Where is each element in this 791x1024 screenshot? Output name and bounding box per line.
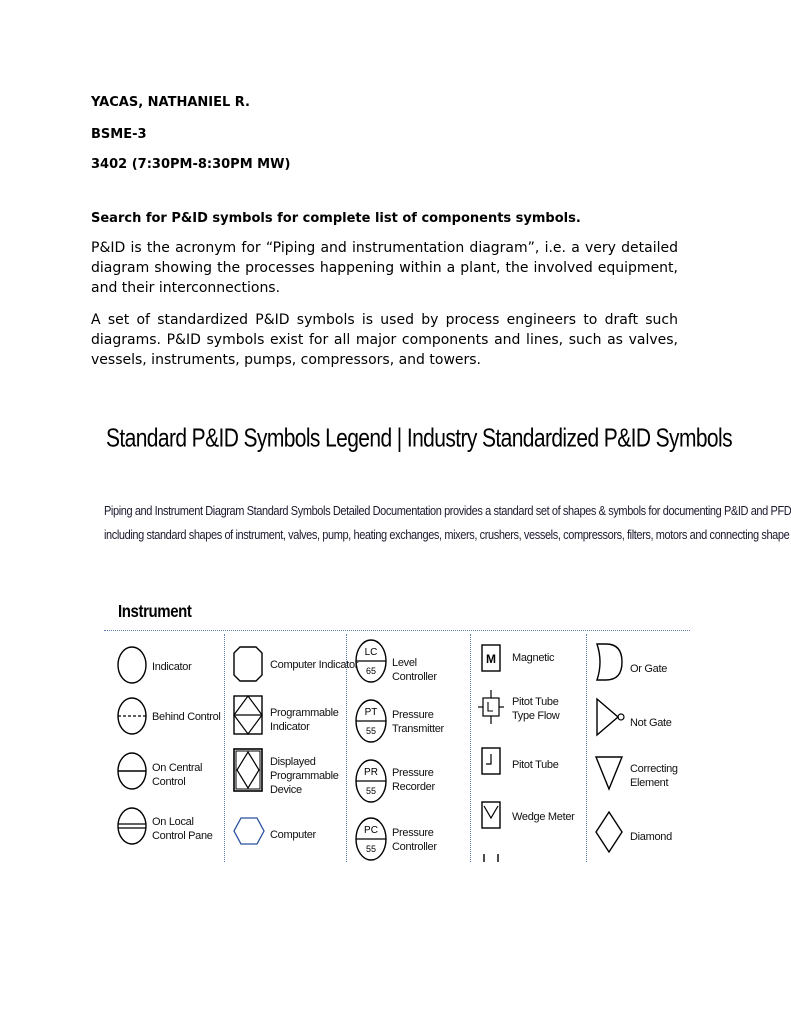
partial-symbol: [480, 852, 502, 862]
class-schedule: 3402 (7:30PM-8:30PM MW): [91, 157, 291, 172]
label-computer: Computer: [270, 829, 316, 841]
legend-description-line-2: including standard shapes of instrument, valves, pump, heating exchanges, mixers, crushers, vessels, compressors, filters, motors and connecting shape: [104, 528, 790, 543]
label-pressure-transmitter: Pressure Transmitter: [392, 709, 444, 735]
label-on-local-control-panel: On Local Control Pane: [152, 816, 213, 842]
paragraph-2: A set of standardized P&ID symbols is used by process engineers to draft such diagrams. P&ID symbols exist for all major components and lines, such as valves, vessels, instruments, pumps, compressors, and towers.: [91, 312, 678, 368]
label-magnetic: Magnetic: [512, 652, 555, 664]
column-divider: [224, 634, 225, 862]
behind-control-symbol: [116, 696, 148, 736]
label-pitot-tube: Pitot Tube: [512, 759, 559, 771]
level-controller-symbol: [354, 638, 388, 684]
column-divider: [586, 634, 587, 862]
pressure-recorder-symbol: [354, 758, 388, 804]
tag-bottom: 55: [365, 844, 377, 854]
section-divider: [104, 630, 690, 631]
lead-sentence: Search for P&ID symbols for complete list of components symbols.: [91, 211, 581, 226]
label-diamond: Diamond: [630, 831, 672, 843]
label-not-gate: Not Gate: [630, 717, 672, 729]
legend-description-line-1: Piping and Instrument Diagram Standard Symbols Detailed Documentation provides a standard set of shapes & symbols for documenting P&ID and PFD: [104, 504, 791, 519]
displayed-programmable-device-symbol: [232, 747, 264, 793]
on-local-control-panel-symbol: [116, 806, 148, 846]
label-pressure-controller: Pressure Controller: [392, 827, 437, 853]
legend-title: Standard P&ID Symbols Legend | Industry Standardized P&ID Symbols: [106, 424, 732, 453]
pressure-controller-symbol: [354, 816, 388, 862]
diamond-symbol: [594, 810, 624, 854]
tag-bottom: 55: [365, 786, 377, 796]
pid-legend-image: [100, 412, 791, 862]
label-behind-control: Behind Control: [152, 711, 221, 723]
label-computer-indicator: Computer Indicator: [270, 659, 359, 671]
paragraph-1: P&ID is the acronym for “Piping and instrumentation diagram”, i.e. a very detailed diagram showing the processes happening within a plant, the involved equipment, and their interconnections.: [91, 240, 678, 296]
label-correcting-element: Correcting Element: [630, 763, 678, 789]
author-name: YACAS, NATHANIEL R.: [91, 95, 250, 110]
indicator-symbol: [116, 645, 148, 685]
label-wedge-meter: Wedge Meter: [512, 811, 575, 823]
label-or-gate: Or Gate: [630, 663, 668, 675]
label-on-central-control: On Central Control: [152, 762, 203, 788]
tag-bottom: 55: [365, 726, 377, 736]
programmable-indicator-symbol: [232, 694, 264, 736]
course-code: BSME-3: [91, 127, 147, 142]
on-central-control-symbol: [116, 751, 148, 791]
tag-bottom: 65: [365, 666, 377, 676]
tag-top: PC: [364, 825, 378, 836]
not-gate-symbol: [594, 697, 626, 737]
magnetic-flow-symbol: [480, 643, 502, 673]
label-displayed-programmable-device: Displayed Programmable Device: [270, 756, 339, 796]
tag-top: LC: [364, 647, 378, 658]
label-pitot-tube-type-flow: Pitot Tube Type Flow: [512, 696, 560, 722]
wedge-meter-symbol: [480, 800, 502, 830]
pitot-tube-type-flow-symbol: [478, 690, 504, 724]
pitot-tube-symbol: [480, 746, 502, 776]
label-indicator: Indicator: [152, 661, 192, 673]
computer-symbol: [232, 816, 266, 846]
tag-top: PR: [364, 767, 378, 778]
label-level-controller: Level Controller: [392, 657, 437, 683]
computer-indicator-symbol: [232, 645, 264, 683]
tag-top: PT: [364, 707, 378, 718]
column-divider: [470, 634, 471, 862]
magnetic-mark: M: [486, 652, 496, 666]
label-programmable-indicator: Programmable Indicator: [270, 707, 339, 733]
label-pressure-recorder: Pressure Recorder: [392, 767, 435, 793]
pressure-transmitter-symbol: [354, 698, 388, 744]
or-gate-symbol: [594, 642, 624, 682]
section-title-instrument: Instrument: [118, 602, 192, 622]
correcting-element-symbol: [594, 754, 624, 792]
